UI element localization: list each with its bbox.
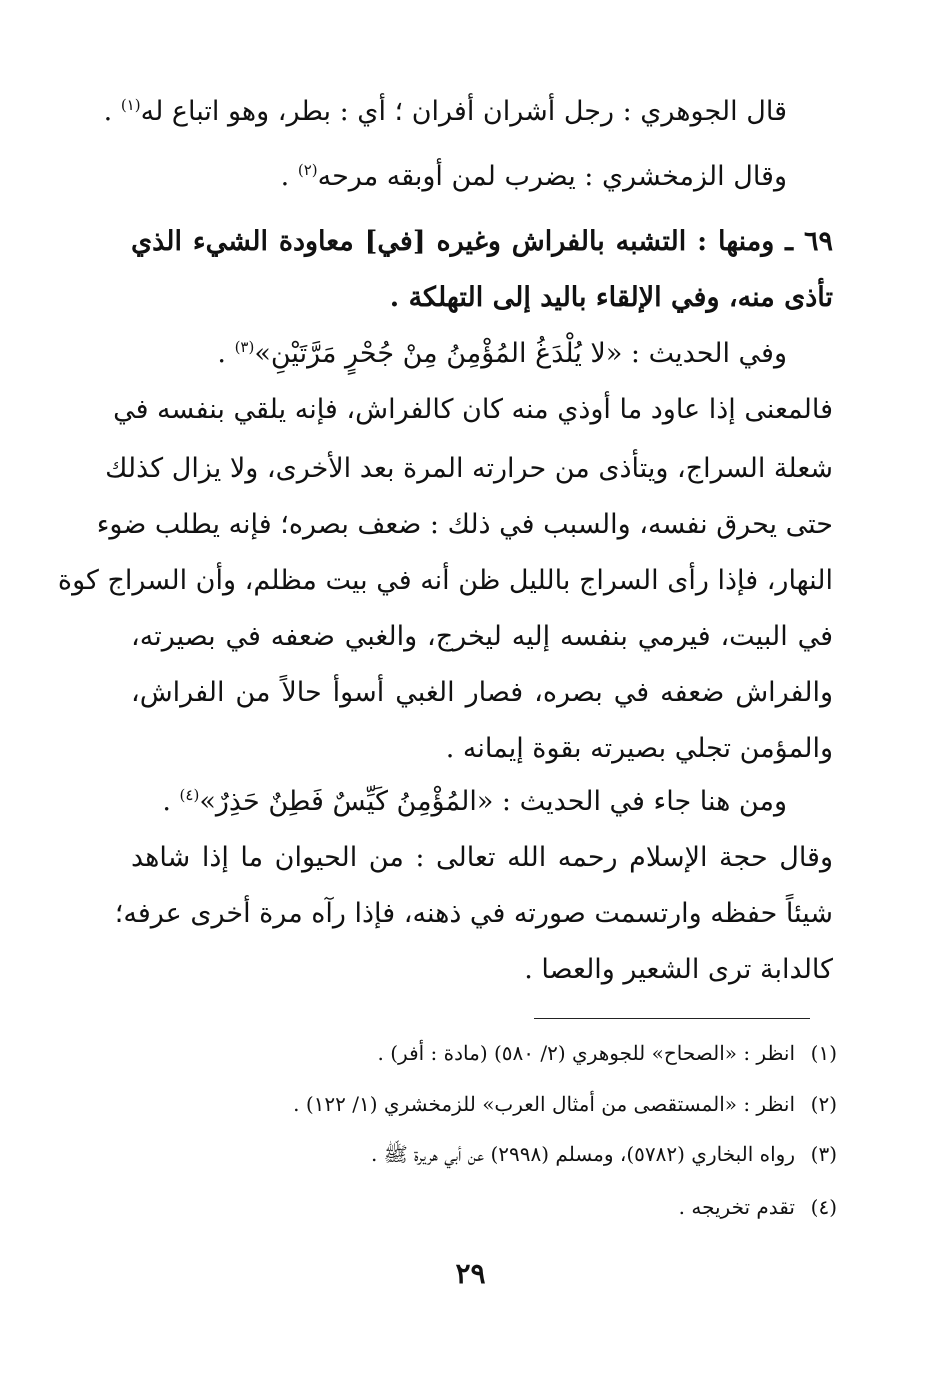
text-line-10: في البيت، فيرمي بنفسه إليه ليخرج، والغبي ضعفه في بصيرته،: [131, 621, 833, 652]
footnote-number: (٣): [810, 1142, 837, 1166]
footnote-text: انظر : «الصحاح» للجوهري (٢/ ٥٨٠) (مادة : أفر) .: [377, 1041, 795, 1065]
footnote-text: رواه البخاري (٥٧٨٢)، ومسلم (٢٩٩٨) عن أبي هريرة ﷺ .: [370, 1142, 795, 1166]
footnote-2: [131, 1087, 837, 1121]
text-line-14: وقال حجة الإسلام رحمه الله تعالى : من الحيوان ما إذا شاهد: [131, 842, 833, 873]
text-line-12: والمؤمن تجلي بصيرته بقوة إيمانه .: [445, 733, 833, 764]
footnote-number: (١): [810, 1041, 837, 1065]
footnote-text: تقدم تخريجه .: [678, 1195, 795, 1219]
section-heading-line-1: ٦٩ ـ ومنها : التشبه بالفراش وغيره [في] معاودة الشيء الذي: [131, 226, 833, 257]
text-line-1: قال الجوهري : رجل أشران أفران ؛ أي : بطر، وهو اتباع له$^{(١)}$ .: [103, 96, 787, 127]
footnote-ref-2[interactable]: (٢): [297, 161, 318, 179]
text-line-15: شيئاً حفظه وارتسمت صورته في ذهنه، فإذا رآه مرة أخرى عرفه؛: [114, 898, 833, 929]
hadith-line: وفي الحديث : «لا يُلْدَغُ المُؤْمِنُ مِنْ جُحْرٍ مَرَّتَيْنِ»$^{(٣)}$ .: [217, 338, 787, 369]
footnote-ref-4[interactable]: (٤): [179, 786, 200, 804]
footnote-ref-1[interactable]: (١): [120, 96, 141, 114]
footnote-text: انظر : «المستقصى من أمثال العرب» للزمخشري (١/ ١٢٢) .: [293, 1092, 795, 1116]
text-line-9: النهار، فإذا رأى السراج بالليل ظن أنه في بيت مظلم، وأن السراج كوة: [57, 565, 833, 596]
footnote-number: (٢): [810, 1092, 837, 1116]
text-line-16: كالدابة ترى الشعير والعصا .: [524, 954, 833, 985]
footnote-number: (٤): [810, 1195, 837, 1219]
text-line-11: والفراش ضعفه في بصره، فصار الغبي أسوأ حالاً من الفراش،: [131, 677, 833, 708]
text-line-8: حتى يحرق نفسه، والسبب في ذلك : ضعف بصره؛ فإنه يطلب ضوء: [96, 509, 833, 540]
text-line-7: شعلة السراج، ويتأذى من حرارته المرة بعد الأخرى، ولا يزال كذلك: [105, 453, 833, 484]
footnote-3: [131, 1137, 837, 1171]
text-line-2: وقال الزمخشري : يضرب لمن أوبقه مرحه$^{(٢)}$ .: [280, 161, 787, 192]
footnote-separator: [534, 1018, 810, 1019]
footnote-ref-3[interactable]: (٣): [234, 338, 255, 356]
footnote-1: [131, 1036, 837, 1070]
page-number: ٢٩: [455, 1257, 486, 1290]
hadith-line-2: ومن هنا جاء في الحديث : «المُؤْمِنُ كَيِّسٌ فَطِنٌ حَذِرٌ»$^{(٤)}$ .: [162, 786, 787, 817]
text-line-6: فالمعنى إذا عاود ما أوذي منه كان كالفراش، فإنه يلقي بنفسه في: [113, 394, 833, 425]
footnote-4: [131, 1190, 837, 1224]
section-heading-line-2: تأذى منه، وفي الإلقاء باليد إلى التهلكة .: [389, 282, 833, 313]
